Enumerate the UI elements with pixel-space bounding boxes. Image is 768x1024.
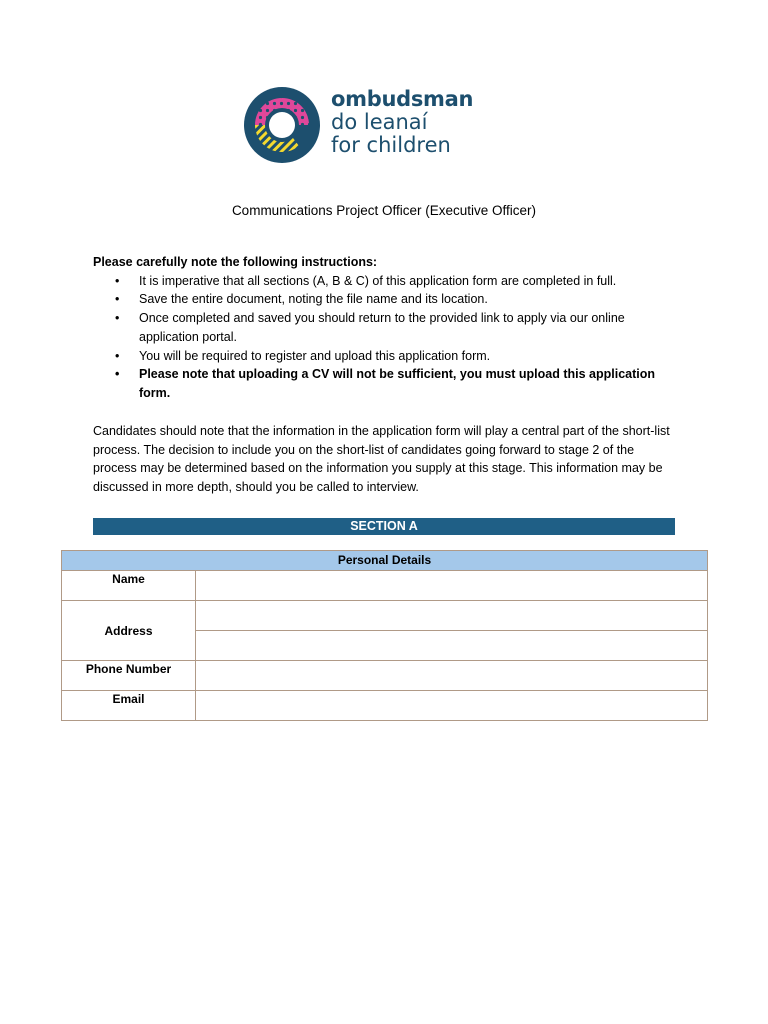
list-item (93, 309, 683, 346)
logo-text-line3: for children (331, 133, 451, 157)
list-item-text: Save the entire document, noting the file name and its location. (139, 292, 488, 307)
ombudsman-logo (243, 86, 483, 166)
personal-details-header: Personal Details (62, 551, 708, 571)
phone-number-field[interactable] (196, 661, 708, 691)
logo-ring-icon (243, 86, 321, 164)
email-label: Email (62, 691, 196, 721)
bullet-icon: • (115, 311, 120, 326)
address-label: Address (62, 601, 196, 661)
list-item (93, 290, 683, 309)
list-item (93, 365, 683, 402)
bullet-icon: • (115, 348, 120, 363)
candidates-note: Candidates should note that the information in the application form will play a central part of the short-list process. The decision to include you on the short-list of candidates going forward to stage 2 of the process may be determined based on the information you supply at this stage. This information may be discussed in more depth, should you be called to interview. (93, 424, 670, 495)
instructions-heading: Please carefully note the following instructions: (93, 255, 378, 269)
phone-number-label: Phone Number (62, 661, 196, 691)
list-item-text: You will be required to register and upload this application form. (139, 348, 491, 363)
list-item-text: It is imperative that all sections (A, B & C) of this application form are completed in full. (139, 273, 617, 288)
email-field[interactable] (196, 691, 708, 721)
address-field-line2[interactable] (196, 631, 708, 661)
list-item (93, 272, 683, 291)
name-field[interactable] (196, 571, 708, 601)
list-item-text: Once completed and saved you should return to the provided link to apply via our online application portal. (139, 311, 625, 344)
name-label: Name (62, 571, 196, 601)
list-item (93, 347, 683, 366)
bullet-icon: • (115, 367, 120, 382)
list-item-text: Please note that uploading a CV will not be sufficient, you must upload this application form. (139, 367, 656, 400)
instructions-block (93, 253, 683, 403)
section-a-header: SECTION A (93, 518, 675, 535)
logo-text-line1: ombudsman (331, 87, 474, 111)
instructions-list (93, 272, 683, 403)
bullet-icon: • (115, 292, 120, 307)
personal-details-table (61, 550, 708, 721)
bullet-icon: • (115, 273, 120, 288)
address-field-line1[interactable] (196, 601, 708, 631)
logo-text-line2: do leanaí (331, 110, 428, 134)
document-title: Communications Project Officer (Executive Officer) (231, 203, 537, 218)
